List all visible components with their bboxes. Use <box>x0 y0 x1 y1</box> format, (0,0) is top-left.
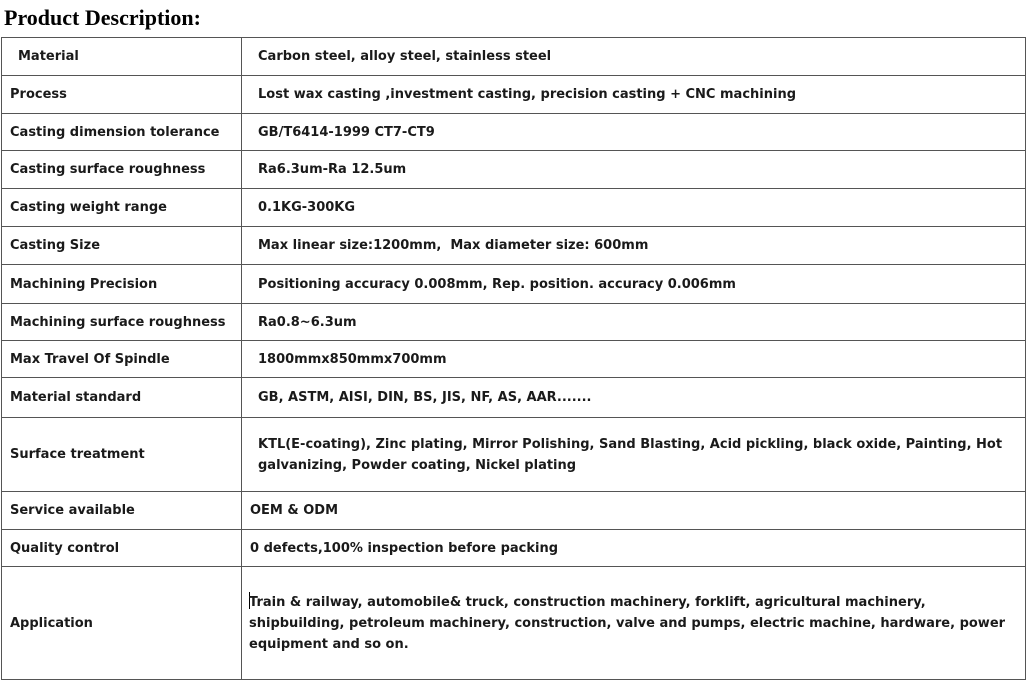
table-row <box>2 530 1026 567</box>
page-title: Product Description: <box>4 5 201 30</box>
row-label: Application <box>2 567 242 680</box>
row-value: Max linear size:1200mm, Max diameter size: 600mm <box>242 227 1026 265</box>
row-value: Ra0.8~6.3um <box>242 304 1026 341</box>
table-row <box>2 76 1026 114</box>
row-label: Material standard <box>2 378 242 418</box>
row-label: Max Travel Of Spindle <box>2 341 242 378</box>
row-value: GB/T6414-1999 CT7-CT9 <box>242 114 1026 151</box>
row-value: 0 defects,100% inspection before packing <box>242 530 1026 567</box>
row-label: Process <box>2 76 242 114</box>
row-value: 0.1KG-300KG <box>242 189 1026 227</box>
table-row <box>2 418 1026 492</box>
row-label: Machining Precision <box>2 265 242 304</box>
table-row <box>2 38 1026 76</box>
table-row <box>2 265 1026 304</box>
row-label: Quality control <box>2 530 242 567</box>
row-value: Positioning accuracy 0.008mm, Rep. position. accuracy 0.006mm <box>242 265 1026 304</box>
row-label: Casting surface roughness <box>2 151 242 189</box>
row-value: GB, ASTM, AISI, DIN, BS, JIS, NF, AS, AAR....... <box>242 378 1026 418</box>
product-spec-table <box>1 37 1026 680</box>
table-row <box>2 189 1026 227</box>
row-value: KTL(E-coating), Zinc plating, Mirror Polishing, Sand Blasting, Acid pickling, black oxide, Painting, Hot galvanizing, Powder coating, Nickel plating <box>242 418 1026 492</box>
row-value: Lost wax casting ,investment casting, precision casting + CNC machining <box>242 76 1026 114</box>
row-label: Surface treatment <box>2 418 242 492</box>
table-row <box>2 151 1026 189</box>
row-label: Machining surface roughness <box>2 304 242 341</box>
row-value: OEM & ODM <box>242 492 1026 530</box>
row-label: Casting weight range <box>2 189 242 227</box>
application-value-cell[interactable] <box>242 567 1026 680</box>
row-value: 1800mmx850mmx700mm <box>242 341 1026 378</box>
row-value: Carbon steel, alloy steel, stainless steel <box>242 38 1026 76</box>
table-row <box>2 227 1026 265</box>
table-row <box>2 114 1026 151</box>
table-row <box>2 341 1026 378</box>
row-value: Ra6.3um-Ra 12.5um <box>242 151 1026 189</box>
table-row <box>2 567 1026 680</box>
table-row <box>2 492 1026 530</box>
table-row <box>2 304 1026 341</box>
row-label: Service available <box>2 492 242 530</box>
row-label: Casting Size <box>2 227 242 265</box>
row-label: Material <box>2 38 242 76</box>
row-label: Casting dimension tolerance <box>2 114 242 151</box>
table-row <box>2 378 1026 418</box>
row-value: Train & railway, automobile& truck, construction machinery, forklift, agricultural machinery, shipbuilding, petroleum machinery, construction, valve and pumps, electric machine, hardware, power equipment and so on. <box>249 594 1006 652</box>
